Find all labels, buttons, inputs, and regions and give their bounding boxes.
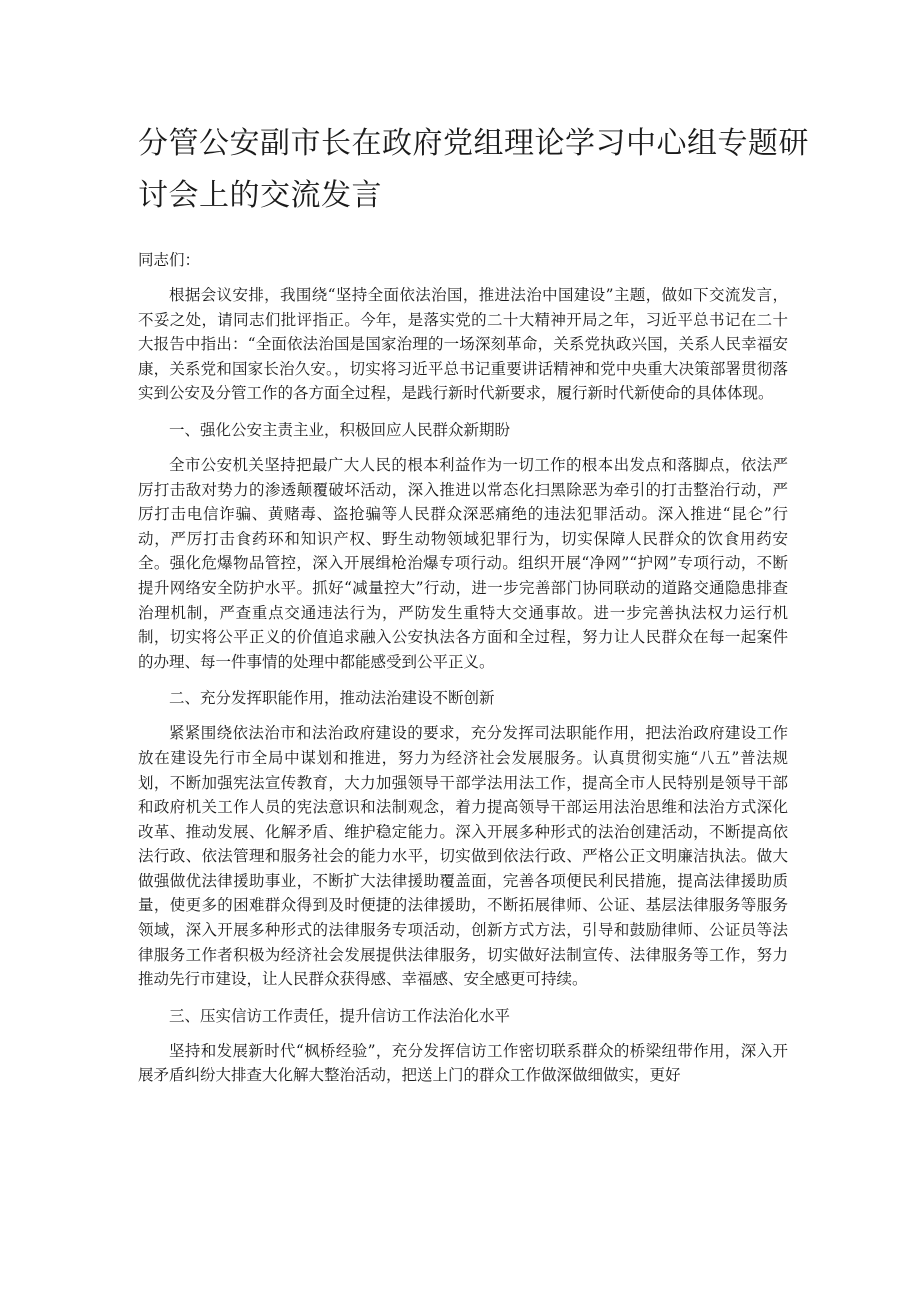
section-2-heading: 二、充分发挥职能作用，推动法治建设不断创新	[169, 689, 495, 708]
section-3-body: 坚持和发展新时代“枫桥经验”，充分发挥信访工作密切联系群众的桥梁纽带作用，深入开展矛盾纠纷大排查大化解大整治活动，把送上门的群众工作做深做细做实，更好	[138, 1041, 788, 1085]
section-1-body: 全市公安机关坚持把最广大人民的根本利益作为一切工作的根本出发点和落脚点，依法严厉打击敌对势力的渗透颠覆破坏活动，深入推进以常态化扫黑除恶为牵引的打击整治行动，严厉打击电信诈骗、黄赌毒、盗抢骗等人民群众深恶痛绝的违法犯罪活动。深入推进“昆仑”行动，严厉打击食药环和知识产权、野生动物领域犯罪行为，切实保障人民群众的饮食用药安全。强化危爆物品管控，深入开展缉枪治爆专项行动。组织开展“净网”“护网”专项行动，不断提升网络安全防护水平。抓好“减量控大”行动，进一步完善部门协同联动的道路交通隐患排查治理机制，严查重点交通违法行为，严防发生重特大交通事故。进一步完善执法权力运行机制，切实将公平正义的价值追求融入公安执法各方面和全过程，努力让人民群众在每一起案件的办理、每一件事情的处理中都能感受到公平正义。	[138, 455, 788, 671]
intro-paragraph: 根据会议安排，我围绕“坚持全面依法治国，推进法治中国建设”主题，做如下交流发言，不妥之处，请同志们批评指正。今年，是落实党的二十大精神开局之年，习近平总书记在二十大报告中指出：“全面依法治国是国家治理的一场深刻革命，关系党执政兴国，关系人民幸福安康，关系党和国家长治久安。，切实将习近平总书记重要讲话精神和党中央重大决策部署贯彻落实到公安及分管工作的各方面全过程，是践行新时代新要求，履行新时代新使命的具体体现。	[138, 286, 788, 403]
salutation: 同志们：	[138, 251, 201, 269]
section-1-heading: 一、强化公安主责主业，积极回应人民群众新期盼	[169, 420, 511, 439]
document-title	[138, 118, 809, 222]
title-line-2: 讨会上的交流发言	[138, 178, 382, 213]
document-page	[138, 118, 809, 1088]
section-3-heading: 三、压实信访工作责任，提升信访工作法治化水平	[169, 1006, 511, 1025]
section-2-body: 紧紧围绕依法治市和法治政府建设的要求，充分发挥司法职能作用，把法治政府建设工作放在建设先行市全局中谋划和推进，努力为经济社会发展服务。认真贯彻实施“八五”普法规划，不断加强宪法宣传教育，大力加强领导干部学法用法工作，提高全市人民特别是领导干部和政府机关工作人员的宪法意识和法制观念，着力提高领导干部运用法治思维和法治方式深化改革、推动发展、化解矛盾、维护稳定能力。深入开展多种形式的法治创建活动，不断提高依法行政、依法管理和服务社会的能力水平，切实做到依法行政、严格公正文明廉洁执法。做大做强做优法律援助事业，不断扩大法律援助覆盖面，完善各项便民利民措施，提高法律援助质量，使更多的困难群众得到及时便捷的法律援助，不断拓展律师、公证、基层法律服务等服务领域，深入开展多种形式的法律服务专项活动，创新方式方法，引导和鼓励律师、公证员等法律服务工作者积极为经济社会发展提供法律服务，切实做好法制宣传、法律服务等工作，努力推动先行市建设，让人民群众获得感、幸福感、安全感更可持续。	[138, 724, 788, 989]
title-line-1: 分管公安副市长在政府党组理论学习中心组专题研	[138, 126, 809, 161]
